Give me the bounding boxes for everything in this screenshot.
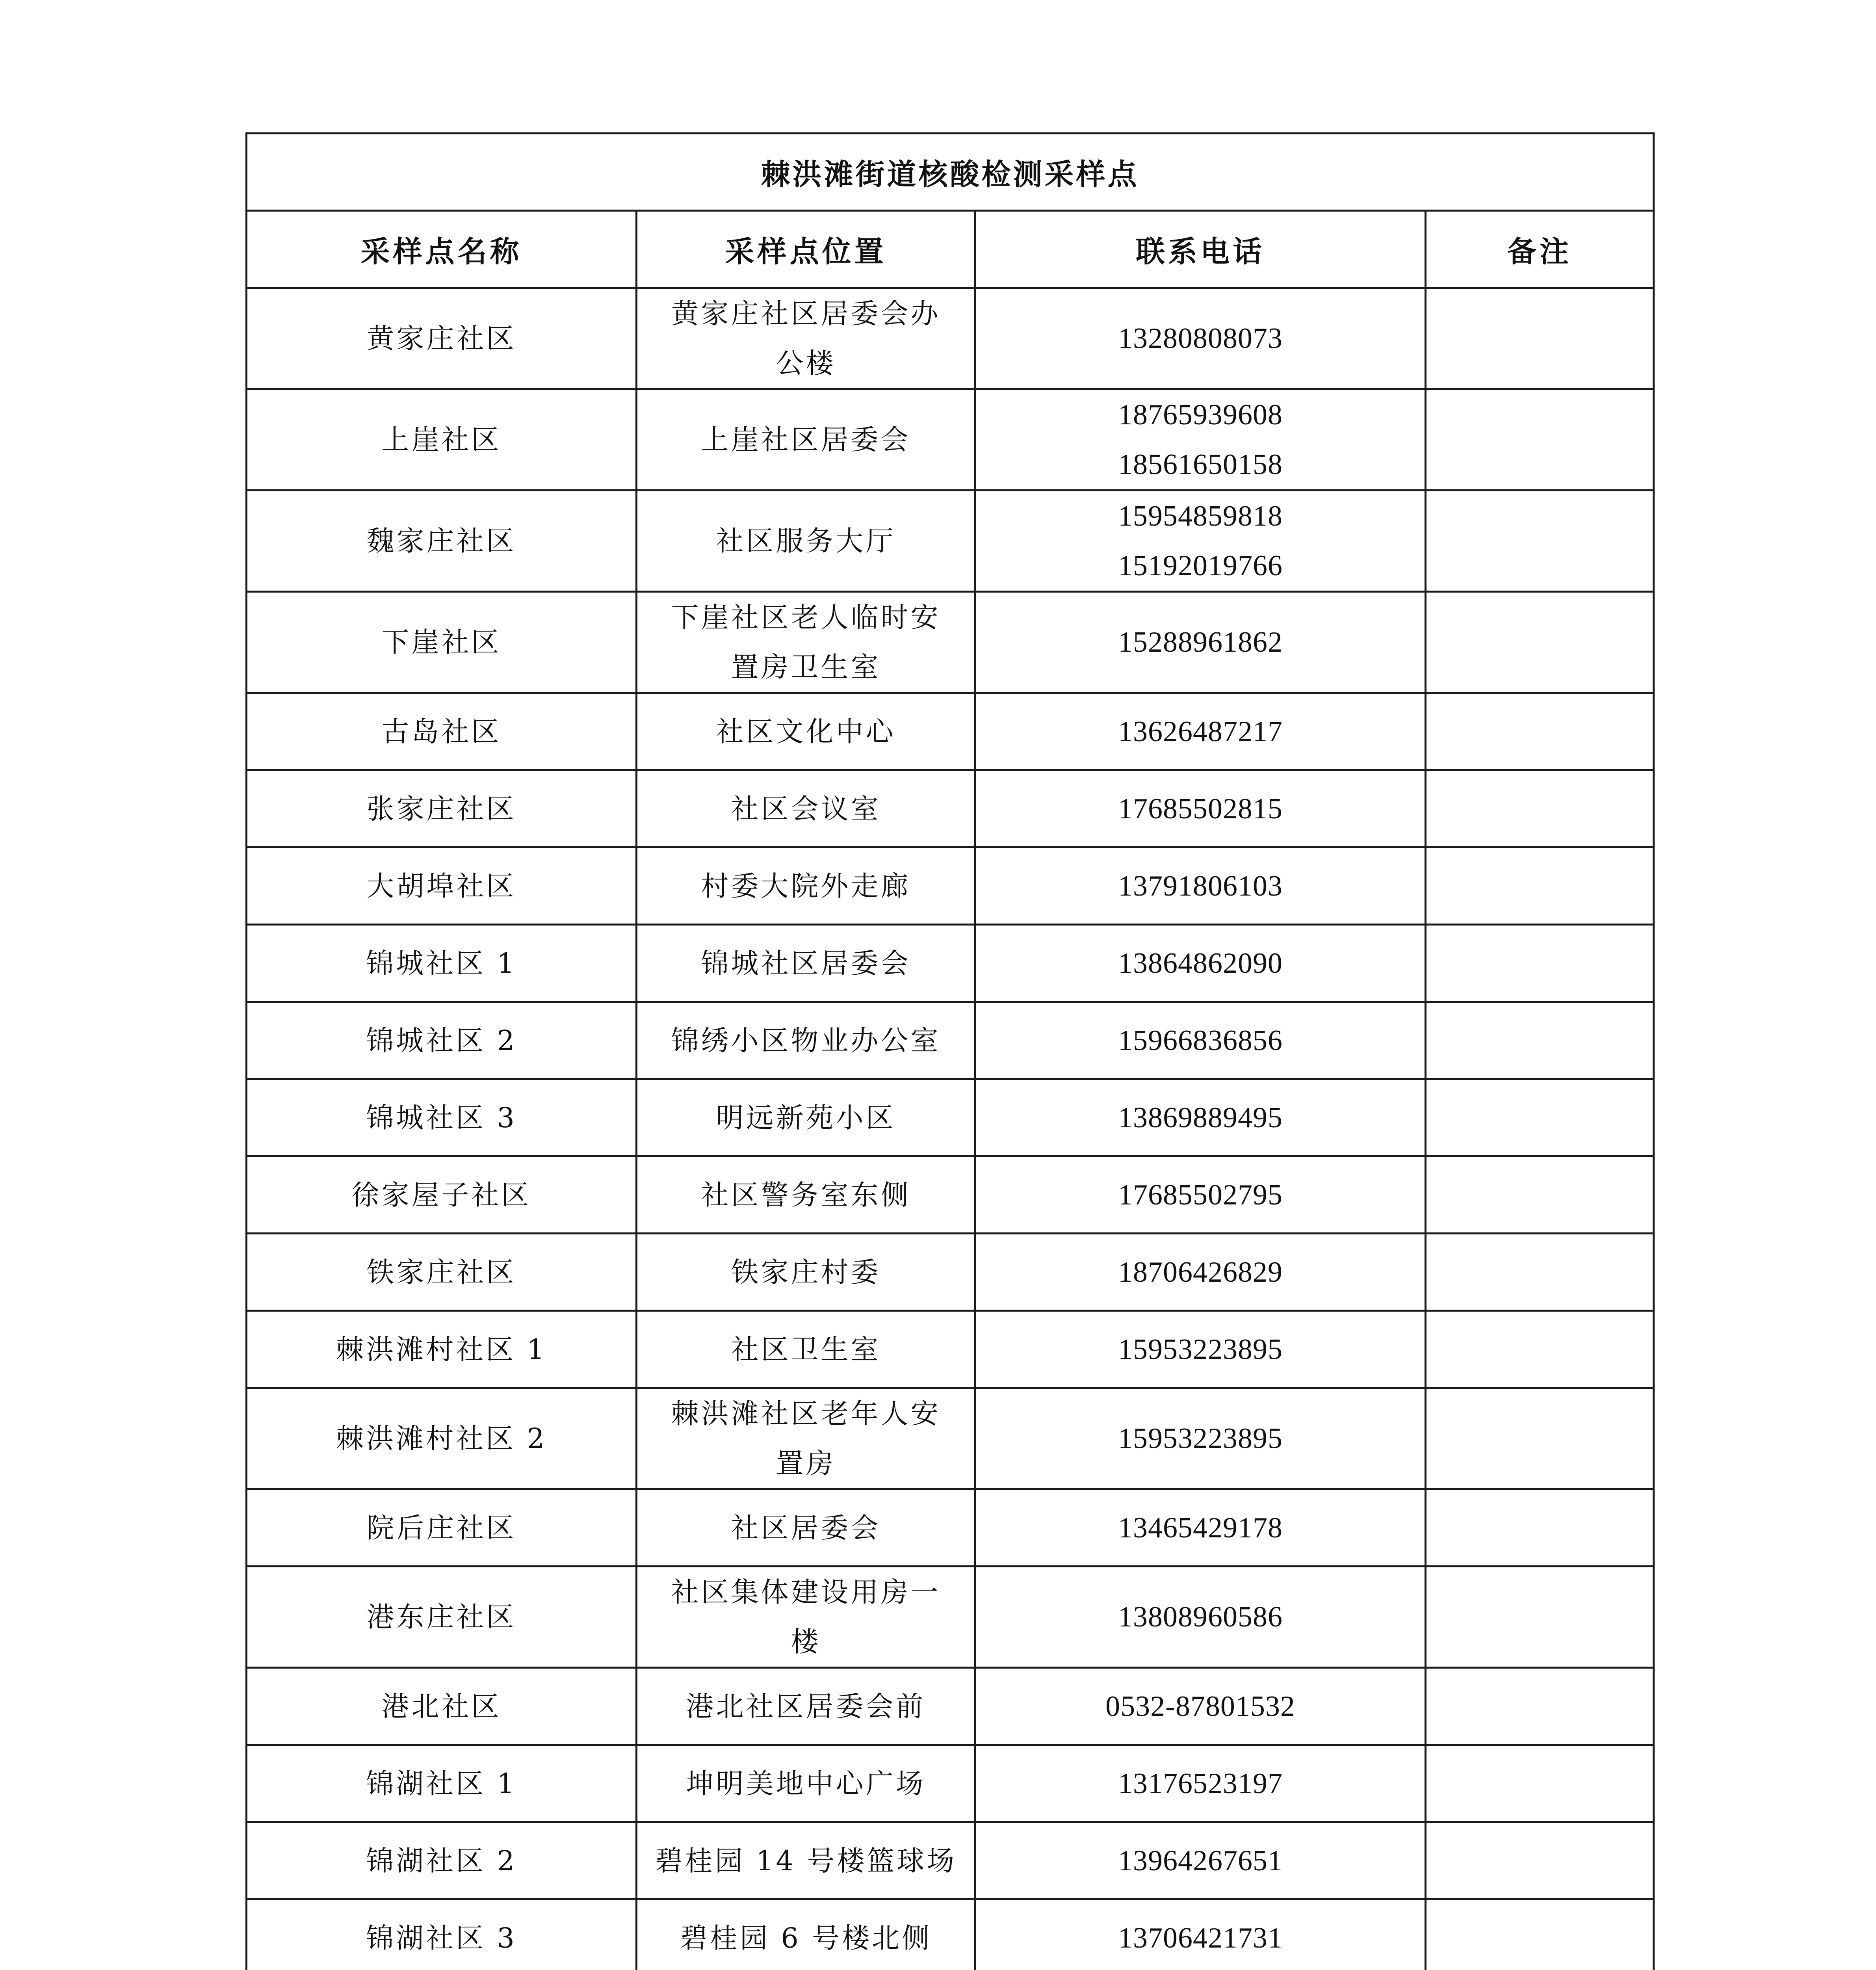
header-note: 备注 [1426,211,1654,288]
site-location-cell [637,1822,975,1899]
contact-phone-cell [975,693,1426,770]
site-location-line: 锦绣小区物业办公室 [671,1024,941,1057]
contact-phone-cell [975,288,1426,389]
site-name-cell: 大胡埠社区 [247,847,637,925]
site-name-cell: 张家庄社区 [247,770,637,847]
contact-phone-number: 0532-87801532 [1105,1690,1295,1723]
site-location-line: 社区集体建设用房一 [671,1576,941,1608]
contact-phone-cell [975,1489,1426,1567]
table-title: 棘洪滩街道核酸检测采样点 [247,134,1654,211]
site-location-line: 社区警务室东侧 [701,1178,911,1211]
table-row [247,1899,1654,1970]
site-name-cell: 黄家庄社区 [247,288,637,389]
table-body [247,288,1654,1970]
contact-phone-number: 13465429178 [1118,1511,1283,1544]
site-location-cell [637,389,975,491]
contact-phone-cell [975,770,1426,847]
contact-phone-cell [975,1388,1426,1489]
site-location-line: 港北社区居委会前 [686,1690,926,1723]
contact-phone-number: 15953223895 [1118,1422,1283,1455]
note-cell [1426,1822,1654,1899]
table-row [247,1822,1654,1899]
site-location-cell [637,288,975,389]
site-name-cell: 棘洪滩村社区 2 [247,1388,637,1489]
site-name-cell: 院后庄社区 [247,1489,637,1567]
contact-phone-number: 13864862090 [1118,947,1283,979]
site-name-cell: 港北社区 [247,1668,637,1745]
note-cell [1426,491,1654,592]
contact-phone-number: 15966836856 [1118,1024,1283,1057]
contact-phone-number: 17685502795 [1118,1178,1283,1211]
contact-phone-number: 13280808073 [1118,322,1283,355]
contact-phone-cell [975,1079,1426,1156]
contact-phone-number: 13791806103 [1118,870,1283,902]
table-row [247,1388,1654,1489]
contact-phone-cell [975,1156,1426,1234]
table-row [247,1156,1654,1234]
contact-phone-cell [975,1002,1426,1079]
contact-phone-cell [975,1234,1426,1311]
header-phone: 联系电话 [975,211,1426,288]
site-name-cell: 锦湖社区 1 [247,1745,637,1822]
table-row [247,288,1654,389]
site-location-cell [637,592,975,693]
table-row [247,1668,1654,1745]
contact-phone-cell [975,592,1426,693]
table-row [247,1079,1654,1156]
note-cell [1426,693,1654,770]
note-cell [1426,1002,1654,1079]
site-name-cell: 锦湖社区 2 [247,1822,637,1899]
table-row [247,1234,1654,1311]
table-row [247,491,1654,592]
contact-phone-cell [975,1311,1426,1388]
contact-phone-cell [975,1822,1426,1899]
site-location-cell [637,1899,975,1970]
note-cell [1426,288,1654,389]
site-name-cell: 铁家庄社区 [247,1234,637,1311]
site-location-line: 碧桂园 6 号楼北侧 [680,1922,932,1954]
contact-phone-cell [975,1899,1426,1970]
site-location-cell [637,925,975,1002]
contact-phone-number: 17685502815 [1118,792,1283,825]
contact-phone-number: 18561650158 [1118,448,1283,481]
contact-phone-number: 18765939608 [1118,399,1283,431]
contact-phone-number: 13626487217 [1118,715,1283,748]
site-location-line: 碧桂园 14 号楼篮球场 [655,1844,957,1877]
site-location-line: 社区卫生室 [731,1333,881,1366]
table-row [247,389,1654,491]
site-location-line: 村委大院外走廊 [701,870,911,902]
site-location-line: 黄家庄社区居委会办 [671,297,941,330]
site-location-line: 置房 [776,1447,836,1479]
table-row [247,1002,1654,1079]
contact-phone-cell [975,1745,1426,1822]
contact-phone-number: 13706421731 [1118,1922,1283,1954]
site-name-cell: 上崖社区 [247,389,637,491]
table-row [247,925,1654,1002]
site-location-line: 棘洪滩社区老年人安 [671,1398,941,1430]
site-location-line: 楼 [791,1626,821,1658]
contact-phone-number: 15953223895 [1118,1333,1283,1366]
header-name: 采样点名称 [247,211,637,288]
note-cell [1426,847,1654,925]
note-cell [1426,1567,1654,1668]
table-row [247,693,1654,770]
contact-phone-number: 18706426829 [1118,1256,1283,1288]
contact-phone-cell [975,925,1426,1002]
site-location-cell [637,1489,975,1567]
note-cell [1426,1388,1654,1489]
table-row [247,592,1654,693]
site-location-cell [637,693,975,770]
site-name-cell: 棘洪滩村社区 1 [247,1311,637,1388]
contact-phone-number: 13869889495 [1118,1101,1283,1134]
site-name-cell: 魏家庄社区 [247,491,637,592]
site-location-cell [637,1311,975,1388]
site-location-line: 社区文化中心 [716,715,896,748]
site-location-cell [637,770,975,847]
contact-phone-cell [975,389,1426,491]
site-location-line: 下崖社区老人临时安 [671,601,941,634]
site-name-cell: 古岛社区 [247,693,637,770]
site-name-cell: 锦城社区 2 [247,1002,637,1079]
site-location-cell [637,1002,975,1079]
note-cell [1426,1234,1654,1311]
note-cell [1426,1668,1654,1745]
note-cell [1426,1311,1654,1388]
site-location-cell [637,1745,975,1822]
contact-phone-number: 15954859818 [1118,500,1283,532]
site-location-cell [637,1156,975,1234]
contact-phone-cell [975,491,1426,592]
site-location-cell [637,1079,975,1156]
site-location-line: 置房卫生室 [731,651,881,683]
site-location-cell [637,1668,975,1745]
site-location-line: 社区会议室 [731,792,881,825]
site-location-line: 锦城社区居委会 [701,947,911,979]
note-cell [1426,389,1654,491]
note-cell [1426,1156,1654,1234]
site-name-cell: 锦城社区 1 [247,925,637,1002]
note-cell [1426,1745,1654,1822]
site-name-cell: 锦城社区 3 [247,1079,637,1156]
site-name-cell: 徐家屋子社区 [247,1156,637,1234]
contact-phone-number: 13808960586 [1118,1601,1283,1633]
site-location-line: 社区居委会 [731,1511,881,1544]
note-cell [1426,925,1654,1002]
site-name-cell: 锦湖社区 3 [247,1899,637,1970]
site-name-cell: 港东庄社区 [247,1567,637,1668]
site-location-line: 上崖社区居委会 [701,424,911,456]
table-row [247,1489,1654,1567]
site-location-cell [637,1567,975,1668]
contact-phone-number: 13176523197 [1118,1767,1283,1800]
site-location-line: 公楼 [776,347,836,379]
site-location-cell [637,847,975,925]
site-location-cell [637,491,975,592]
site-location-line: 社区服务大厅 [716,525,896,557]
site-location-line: 铁家庄村委 [731,1256,881,1288]
contact-phone-number: 15192019766 [1118,550,1283,582]
header-row [247,211,1654,288]
site-location-cell [637,1388,975,1489]
table-row [247,1311,1654,1388]
table-row [247,770,1654,847]
note-cell [1426,1489,1654,1567]
contact-phone-number: 13964267651 [1118,1844,1283,1877]
note-cell [1426,1899,1654,1970]
table-row [247,847,1654,925]
site-name-cell: 下崖社区 [247,592,637,693]
site-location-cell [637,1234,975,1311]
contact-phone-cell [975,847,1426,925]
table-row [247,1567,1654,1668]
note-cell [1426,770,1654,847]
sampling-sites-table [245,132,1655,1970]
contact-phone-number: 15288961862 [1118,626,1283,658]
header-location: 采样点位置 [637,211,975,288]
note-cell [1426,1079,1654,1156]
contact-phone-cell [975,1567,1426,1668]
table-row [247,1745,1654,1822]
note-cell [1426,592,1654,693]
site-location-line: 坤明美地中心广场 [686,1767,926,1800]
contact-phone-cell [975,1668,1426,1745]
site-location-line: 明远新苑小区 [716,1101,896,1134]
